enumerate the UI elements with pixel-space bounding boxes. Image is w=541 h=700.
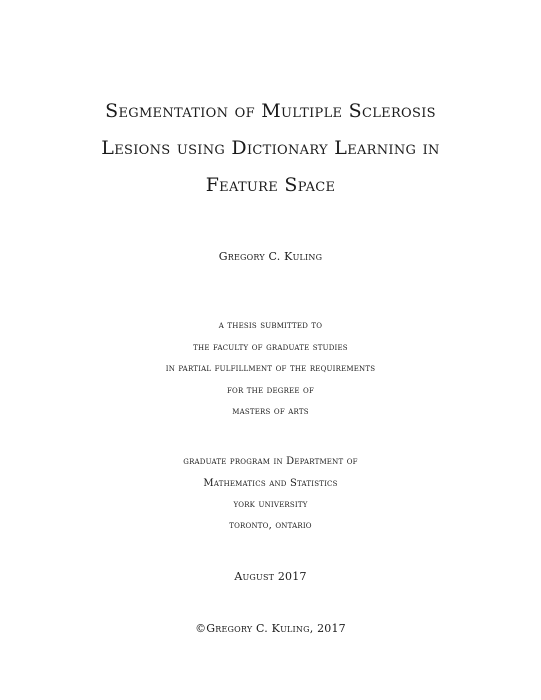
title-line-3: Feature Space [205, 174, 336, 196]
submission-line-4: for the degree of [226, 385, 315, 396]
program-line-4: toronto, ontario [229, 520, 312, 531]
program-line-2: Mathematics and Statistics [203, 478, 338, 489]
submission-line-1: a thesis submitted to [218, 320, 323, 331]
program-line-3: york university [233, 499, 308, 510]
copyright-notice [0, 622, 541, 635]
title-line-2: Lesions using Dictionary Learning in [101, 137, 440, 159]
title-line-1: Segmentation of Multiple Sclerosis [105, 100, 436, 122]
program-line-1: graduate program in Department of [183, 456, 358, 467]
copyright-symbol: © [195, 622, 207, 635]
submission-line-3: in partial fulfillment of the requirements [165, 363, 376, 374]
copyright-text: Gregory C. Kuling, 2017 [206, 622, 346, 635]
submission-line-5: masters of arts [232, 406, 309, 417]
submission-date: August 2017 [234, 570, 307, 583]
author-name: Gregory C. Kuling [218, 250, 323, 263]
submission-line-2: the faculty of graduate studies [193, 342, 348, 353]
